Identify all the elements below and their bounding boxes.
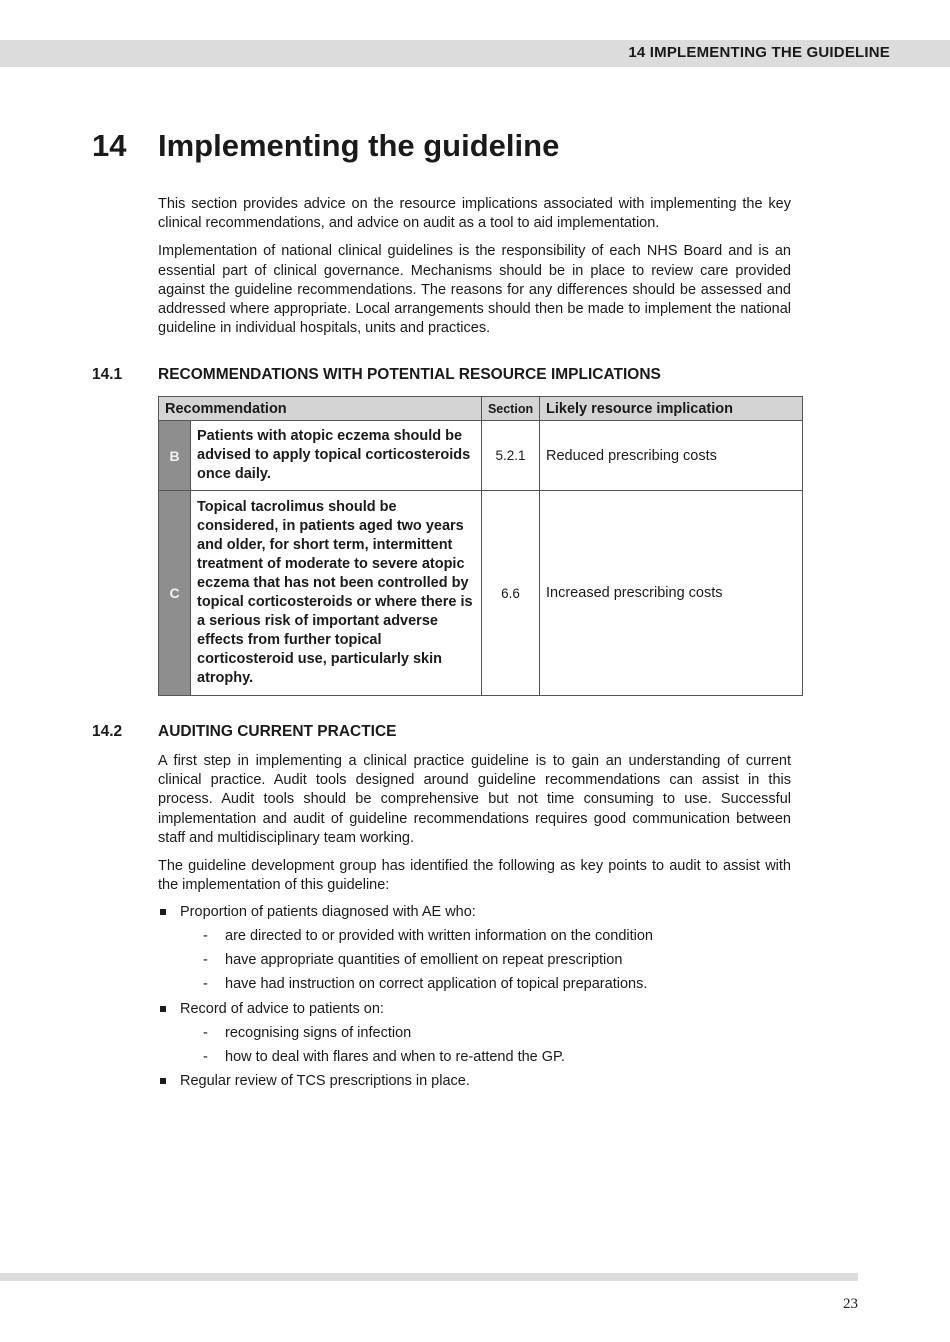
section-title: RECOMMENDATIONS WITH POTENTIAL RESOURCE IMPLICATIONS	[158, 366, 661, 383]
recommendation-text: Topical tacrolimus should be considered, in patients aged two years and older, for short term, intermittent treatment of moderate to severe atopic eczema that has not been controlled by topical corticosteroids or where there is a serious risk of important adverse effects from further topical corticosteroid use, particularly skin atrophy.	[191, 491, 482, 696]
dash-marker: -	[203, 976, 208, 993]
sub-item-text: have appropriate quantities of emollient on repeat prescription	[225, 952, 623, 969]
recommendations-table	[158, 396, 803, 696]
list-item-text: Regular review of TCS prescriptions in place.	[180, 1073, 470, 1090]
table-row	[159, 421, 803, 491]
resource-implication: Increased prescribing costs	[540, 491, 803, 696]
sub-item-text: how to deal with flares and when to re-attend the GP.	[225, 1049, 565, 1066]
sub-list	[180, 927, 791, 994]
sub-list-item	[180, 1024, 791, 1043]
intro-paragraph: This section provides advice on the resource implications associated with implementing the key clinical recommendations, and advice on audit as a tool to aid implementation.	[158, 196, 791, 232]
resource-implication: Reduced prescribing costs	[540, 421, 803, 491]
dash-marker: -	[203, 1049, 208, 1066]
header-recommendation: Recommendation	[159, 397, 482, 421]
grade-badge: C	[159, 491, 191, 696]
list-item	[158, 1072, 791, 1091]
bullet-square-icon	[160, 1078, 166, 1084]
audit-points-list	[158, 903, 791, 1091]
header-section: Section	[482, 397, 540, 421]
audit-paragraph: A first step in implementing a clinical practice guideline is to gain an understanding of current clinical practice. Audit tools designed around guideline recommendations can assist in this process. Audit tools should be comprehensive but not time consuming to use. Successful implementation and audit of guideline recommendations requires good communication between staff and multidisciplinary team working.	[158, 753, 791, 846]
chapter-number: 14	[92, 128, 127, 163]
audit-paragraph: The guideline development group has identified the following as key points to audit to assist with the implementation of this guideline:	[158, 858, 791, 894]
list-item-text: Proportion of patients diagnosed with AE who:	[180, 904, 476, 921]
section-title: AUDITING CURRENT PRACTICE	[158, 723, 397, 740]
list-item-text: Record of advice to patients on:	[180, 1001, 384, 1018]
section-number: 14.2	[92, 723, 123, 740]
page-number: 23	[843, 1296, 858, 1312]
sub-item-text: have had instruction on correct application of topical preparations.	[225, 976, 648, 993]
sub-list-item	[180, 975, 791, 994]
section-reference: 6.6	[482, 491, 540, 696]
dash-marker: -	[203, 928, 208, 945]
grade-badge: B	[159, 421, 191, 491]
list-item	[158, 1000, 791, 1067]
list-item	[158, 903, 791, 994]
chapter-title-text: Implementing the guideline	[158, 128, 560, 163]
dash-marker: -	[203, 952, 208, 969]
section-heading-14-1	[92, 366, 661, 384]
bullet-square-icon	[160, 909, 166, 915]
sub-list	[180, 1024, 791, 1067]
intro-text	[158, 195, 791, 338]
sub-list-item	[180, 927, 791, 946]
sub-item-text: recognising signs of infection	[225, 1025, 412, 1042]
sub-item-text: are directed to or provided with written information on the condition	[225, 928, 653, 945]
footer-band	[0, 1273, 858, 1281]
section-heading-14-2	[92, 723, 397, 741]
sub-list-item	[180, 1048, 791, 1067]
recommendation-text: Patients with atopic eczema should be advised to apply topical corticosteroids once daily.	[191, 421, 482, 491]
bullet-square-icon	[160, 1006, 166, 1012]
table-header-row	[159, 397, 803, 421]
audit-section-body	[158, 752, 791, 1091]
dash-marker: -	[203, 1025, 208, 1042]
running-header: 14 IMPLEMENTING THE GUIDELINE	[628, 44, 890, 61]
header-implication: Likely resource implication	[540, 397, 803, 421]
section-number: 14.1	[92, 366, 123, 383]
intro-paragraph: Implementation of national clinical guidelines is the responsibility of each NHS Board and is an essential part of clinical governance. Mechanisms should be in place to review care provided against the guideline recommendations. The reasons for any differences should be assessed and addressed where appropriate. Local arrangements should then be made to implement the national guideline in individual hospitals, units and practices.	[158, 243, 791, 337]
sub-list-item	[180, 951, 791, 970]
chapter-title	[92, 128, 559, 164]
table-row	[159, 491, 803, 696]
section-reference: 5.2.1	[482, 421, 540, 491]
